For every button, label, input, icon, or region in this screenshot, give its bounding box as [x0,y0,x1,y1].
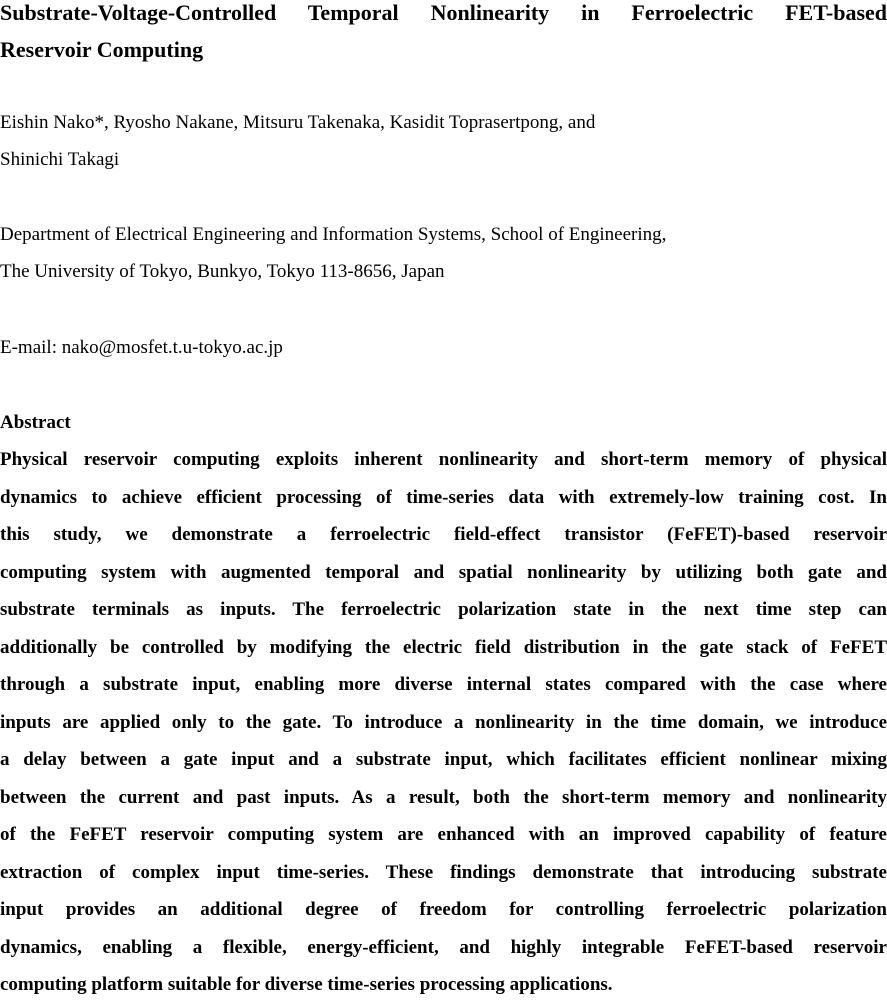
abstract-line: inputs are applied only to the gate. To introduce a nonlinearity in the time domain, we introduce [0,711,887,733]
abstract-line: through a substrate input, enabling more diverse internal states compared with the case where [0,674,887,695]
abstract-line: Physical reservoir computing exploits inherent nonlinearity and short-term memory of physical [0,449,887,470]
abstract-line: dynamics, enabling a flexible, energy-efficient, and highly integrable FeFET-based reservoir [0,936,887,958]
affiliation-line-1: Department of Electrical Engineering and Information Systems, School of Engineering, [0,224,667,245]
abstract-line: substrate terminals as inputs. The ferroelectric polarization state in the next time step can [0,599,887,620]
abstract-heading: Abstract [0,412,71,433]
title-line-1: Substrate-Voltage-Controlled Temporal Nonlinearity in Ferroelectric FET-based [0,0,887,25]
abstract-line: between the current and past inputs. As a result, both the short-term memory and nonlinearity [0,786,887,808]
paper-title [0,0,887,68]
abstract-line: this study, we demonstrate a ferroelectric field-effect transistor (FeFET)-based reservoir [0,524,887,545]
authors-line-2: Shinichi Takagi [0,149,120,170]
abstract-line: computing system with augmented temporal and spatial nonlinearity by utilizing both gate and [0,561,887,583]
contact-email: E-mail: nako@mosfet.t.u-tokyo.ac.jp [0,337,283,358]
abstract-line: of the FeFET reservoir computing system are enhanced with an improved capability of feature [0,824,887,845]
abstract-line: dynamics to achieve efficient processing of time-series data with extremely-low training cost. In [0,486,887,508]
abstract-line: input provides an additional degree of freedom for controlling ferroelectric polarization [0,899,887,920]
abstract-body [0,441,887,1004]
abstract-line: extraction of complex input time-series. These findings demonstrate that introducing substrate [0,861,887,883]
abstract-line: additionally be controlled by modifying the electric field distribution in the gate stack of FeFET [0,636,887,658]
authors-line-1: Eishin Nako*, Ryosho Nakane, Mitsuru Takenaka, Kasidit Toprasertpong, and [0,112,596,133]
title-line-2: Reservoir Computing [0,37,204,62]
affiliation [0,216,887,290]
abstract-line-last: computing platform suitable for diverse time-series processing applications. [0,974,613,995]
abstract-line: a delay between a gate input and a substrate input, which facilitates efficient nonlinear mixing [0,749,887,770]
affiliation-line-2: The University of Tokyo, Bunkyo, Tokyo 113-8656, Japan [0,261,445,282]
author-list [0,104,887,178]
